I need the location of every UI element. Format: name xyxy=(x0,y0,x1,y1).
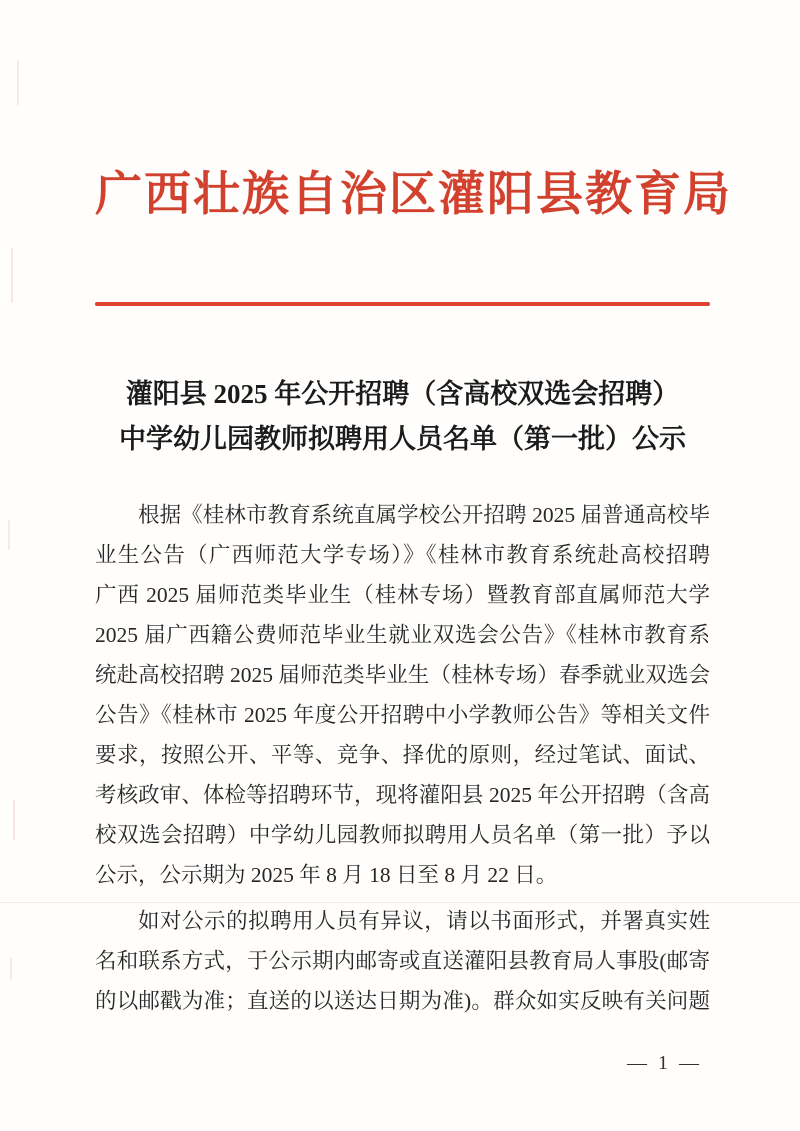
body-text-line: 统赴高校招聘 2025 届师范类毕业生（桂林专场）春季就业双选会 xyxy=(95,663,710,687)
body-text-line: 广西 2025 届师范类毕业生（桂林专场）暨教育部直属师范大学 xyxy=(95,583,710,607)
body-text-line: 考核政审、体检等招聘环节，现将灌阳县 2025 年公开招聘（含高 xyxy=(95,783,710,807)
scan-artifact xyxy=(17,60,19,105)
body-paragraph xyxy=(95,901,710,1021)
body-text-line: 业生公告（广西师范大学专场）》《桂林市教育系统赴高校招聘 xyxy=(95,543,710,567)
body-text-line: 的以邮戳为准；直送的以送达日期为准)。群众如实反映有关问题 xyxy=(95,989,710,1013)
body-text-line: 如对公示的拟聘用人员有异议，请以书面形式，并署真实姓 xyxy=(138,909,710,933)
document-title-line-1: 灌阳县 2025 年公开招聘（含高校双选会招聘） xyxy=(125,379,680,409)
scan-artifact xyxy=(11,248,13,303)
scan-artifact xyxy=(0,902,800,903)
body-text-line: 根据《桂林市教育系统直属学校公开招聘 2025 届普通高校毕 xyxy=(138,503,710,527)
document-body xyxy=(95,495,710,1021)
document-title xyxy=(95,372,710,462)
scan-artifact xyxy=(8,520,10,550)
document-title-line-2: 中学幼儿园教师拟聘用人员名单（第一批）公示 xyxy=(119,424,686,454)
body-paragraph xyxy=(95,495,710,895)
letterhead-title: 广西壮族自治区灌阳县教育局 xyxy=(95,169,732,221)
body-text-line: 公告》《桂林市 2025 年度公开招聘中小学教师公告》等相关文件 xyxy=(95,703,710,727)
body-text-line: 校双选会招聘）中学幼儿园教师拟聘用人员名单（第一批）予以 xyxy=(95,823,710,847)
page-number: — 1 — xyxy=(627,1052,702,1074)
scan-artifact xyxy=(10,958,12,980)
body-text-line: 要求，按照公开、平等、竞争、择优的原则，经过笔试、面试、 xyxy=(95,743,710,767)
body-text-line: 公示，公示期为 2025 年 8 月 18 日至 8 月 22 日。 xyxy=(95,863,558,887)
body-text-line: 2025 届广西籍公费师范毕业生就业双选会公告》《桂林市教育系 xyxy=(95,623,710,647)
red-separator-line xyxy=(95,302,710,306)
scan-artifact xyxy=(13,800,15,840)
body-text-line: 名和联系方式，于公示期内邮寄或直送灌阳县教育局人事股(邮寄 xyxy=(95,949,710,973)
